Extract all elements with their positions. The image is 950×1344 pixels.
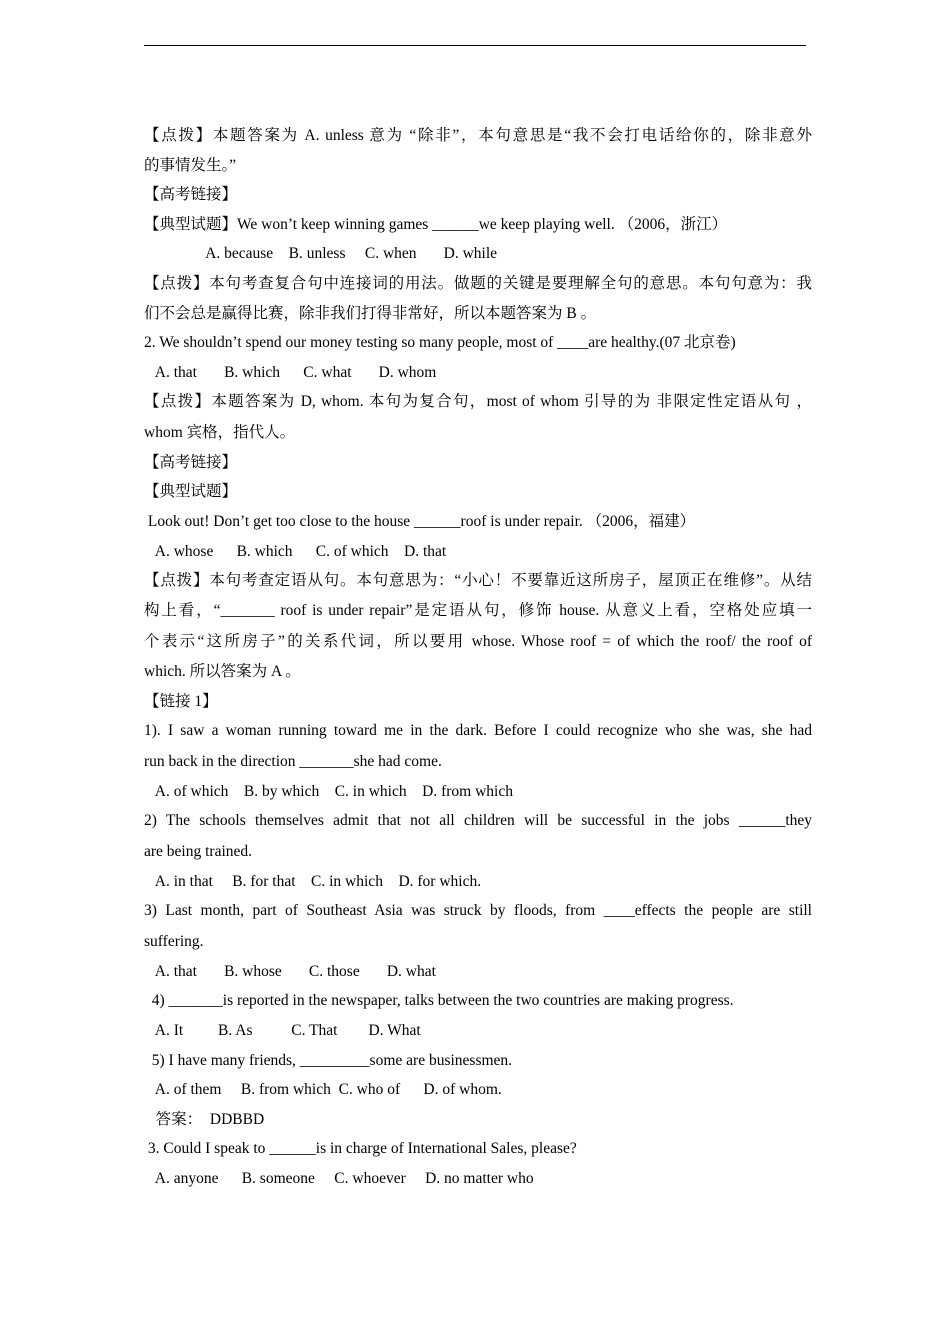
- question-line: 【典型试题】We won’t keep winning games ______we keep playing well. （2006，浙江）: [144, 215, 728, 233]
- options-line: A. anyone B. someone C. whoever D. no matter who: [144, 1170, 534, 1187]
- options-line: A. because B. unless C. when D. while: [144, 245, 498, 263]
- question-line: suffering.: [144, 933, 204, 951]
- text-line: whom 宾格，指代人。: [144, 424, 296, 442]
- question-line: are being trained.: [144, 843, 253, 861]
- text-line: 个表示“这所房子”的关系代词，所以要用 whose. Whose roof = of which the roof/ the roof of: [144, 632, 812, 650]
- text-line: 【点拨】本句考查定语从句。本句意思为：“小心！不要靠近这所房子，屋顶正在维修”。从结: [144, 572, 812, 590]
- text-line: 们不会总是赢得比赛，除非我们打得非常好，所以本题答案为 B 。: [144, 304, 597, 322]
- header-rule: [144, 45, 806, 46]
- question-line: 1). I saw a woman running toward me in the dark. Before I could recognize who she was, she had: [144, 722, 812, 740]
- section-heading: 【高考链接】: [144, 186, 238, 204]
- text-line: 【点拨】本题答案为 A. unless 意为 “除非”，本句意思是“我不会打电话给你的，除非意外: [144, 127, 812, 144]
- question-line: 2) The schools themselves admit that not all children will be successful in the jobs ______they: [144, 812, 812, 830]
- section-heading: 【链接 1】: [144, 692, 218, 710]
- text-line: 的事情发生。”: [144, 156, 237, 174]
- text-line: which. 所以答案为 A 。: [144, 663, 301, 681]
- options-line: A. whose B. which C. of which D. that: [144, 542, 447, 560]
- options-line: A. in that B. for that C. in which D. for which.: [144, 872, 482, 890]
- question-line: 5) I have many friends, _________some are businessmen.: [144, 1051, 513, 1069]
- question-line: 4) _______is reported in the newspaper, talks between the two countries are making progress.: [144, 992, 734, 1010]
- section-heading: 【高考链接】: [144, 453, 238, 471]
- options-line: A. It B. As C. That D. What: [144, 1022, 421, 1040]
- text-line: 【点拨】本句考查复合句中连接词的用法。做题的关键是要理解全句的意思。本句句意为：我: [144, 274, 812, 292]
- options-line: A. that B. which C. what D. whom: [144, 363, 437, 381]
- question-line: run back in the direction _______she had come.: [144, 753, 442, 771]
- section-heading: 【典型试题】: [144, 483, 238, 501]
- options-line: A. that B. whose C. those D. what: [144, 962, 436, 980]
- question-line: 2. We shouldn’t spend our money testing so many people, most of ____are healthy.(07 北京卷): [144, 334, 736, 352]
- question-line: 3) Last month, part of Southeast Asia was struck by floods, from ____effects the people are still: [144, 902, 812, 920]
- answer-line: 答案： DDBBD: [144, 1110, 265, 1128]
- options-line: A. of them B. from which C. who of D. of whom.: [144, 1081, 502, 1099]
- text-line: 构上看，“_______ roof is under repair”是定语从句，修饰 house. 从意义上看，空格处应填一: [144, 601, 812, 619]
- document-body: [144, 121, 812, 1194]
- question-line: Look out! Don’t get too close to the house ______roof is under repair. （2006，福建）: [144, 512, 696, 530]
- options-line: A. of which B. by which C. in which D. from which: [144, 782, 513, 800]
- text-line: 【点拨】本题答案为 D, whom. 本句为复合句，most of whom 引导的为 非限定性定语从句 ，: [144, 393, 812, 411]
- question-line: 3. Could I speak to ______is in charge of International Sales, please?: [144, 1140, 577, 1158]
